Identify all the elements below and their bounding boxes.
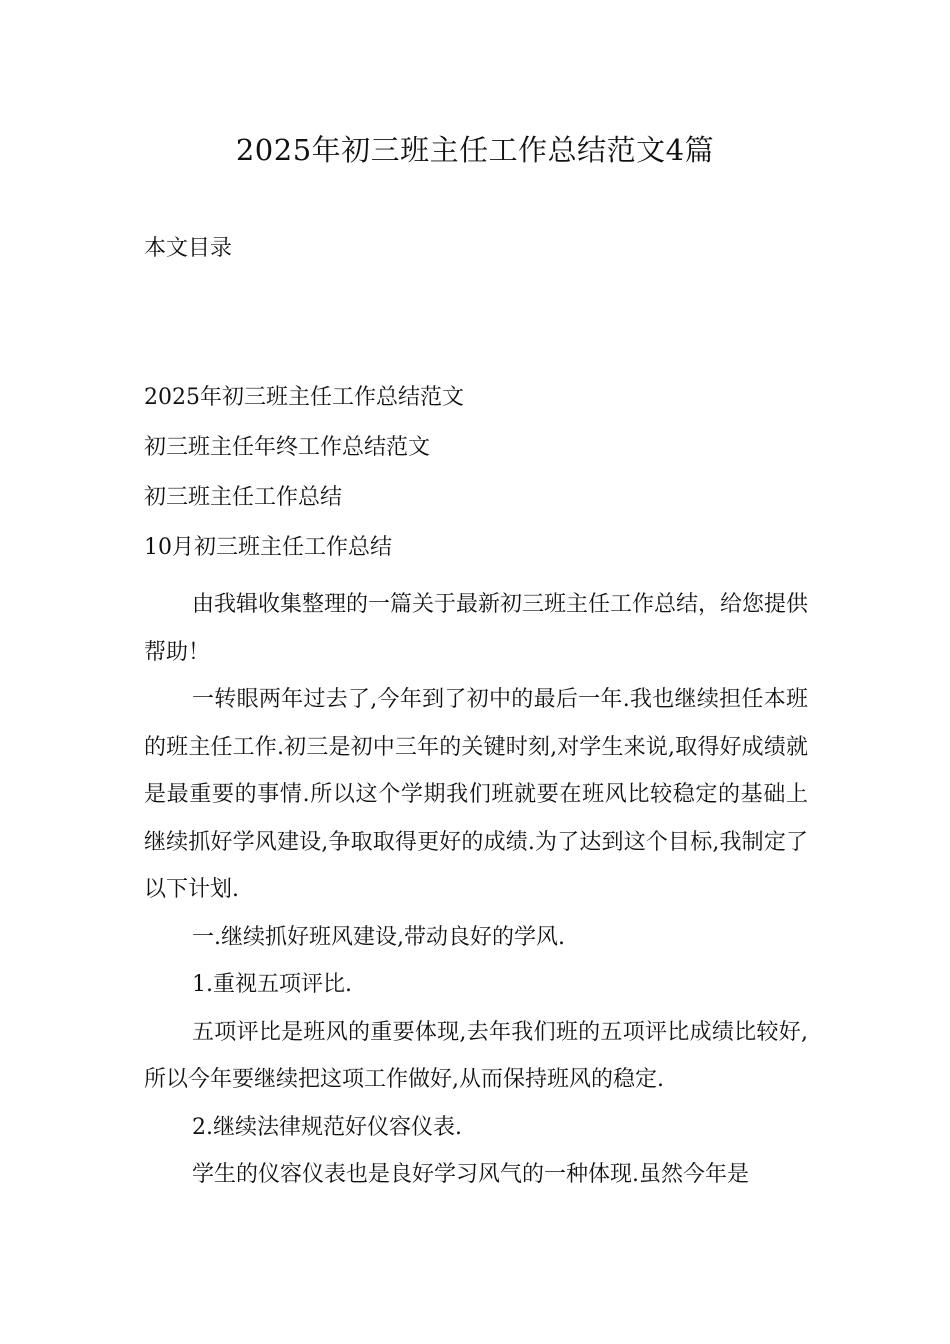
- toc-item: 10月初三班主任工作总结: [144, 535, 392, 560]
- table-of-contents: [144, 381, 464, 581]
- paragraph: 由我辑收集整理的一篇关于最新初三班主任工作总结，给您提供帮助！: [144, 592, 809, 665]
- subsection-heading: 1.重视五项评比.: [192, 972, 352, 997]
- document-title: 2025年初三班主任工作总结范文4篇: [235, 133, 715, 167]
- toc-heading: 本文目录: [144, 236, 233, 261]
- document-body: [144, 581, 808, 1199]
- section-heading: 一.继续抓好班风建设,带动良好的学风.: [192, 924, 565, 950]
- toc-item: 初三班主任年终工作总结范文: [144, 435, 431, 460]
- toc-item: 初三班主任工作总结: [144, 485, 343, 510]
- toc-item: 2025年初三班主任工作总结范文: [144, 385, 464, 410]
- paragraph: 一转眼两年过去了,今年到了初中的最后一年.我也继续担任本班的班主任工作.初三是初中三年的关键时刻,对学生来说,取得好成绩就是最重要的事情.所以这个学期我们班就要在班风比较稳定的基础上继续抓好学风建设,争取取得更好的成绩.为了达到这个目标,我制定了以下计划.: [144, 687, 808, 902]
- paragraph: 学生的仪容仪表也是良好学习风气的一种体现.虽然今年是: [192, 1162, 749, 1187]
- subsection-heading: 2.继续法律规范好仪容仪表.: [192, 1114, 462, 1140]
- paragraph: 五项评比是班风的重要体现,去年我们班的五项评比成绩比较好,所以今年要继续把这项工作做好,从而保持班风的稳定.: [144, 1019, 808, 1092]
